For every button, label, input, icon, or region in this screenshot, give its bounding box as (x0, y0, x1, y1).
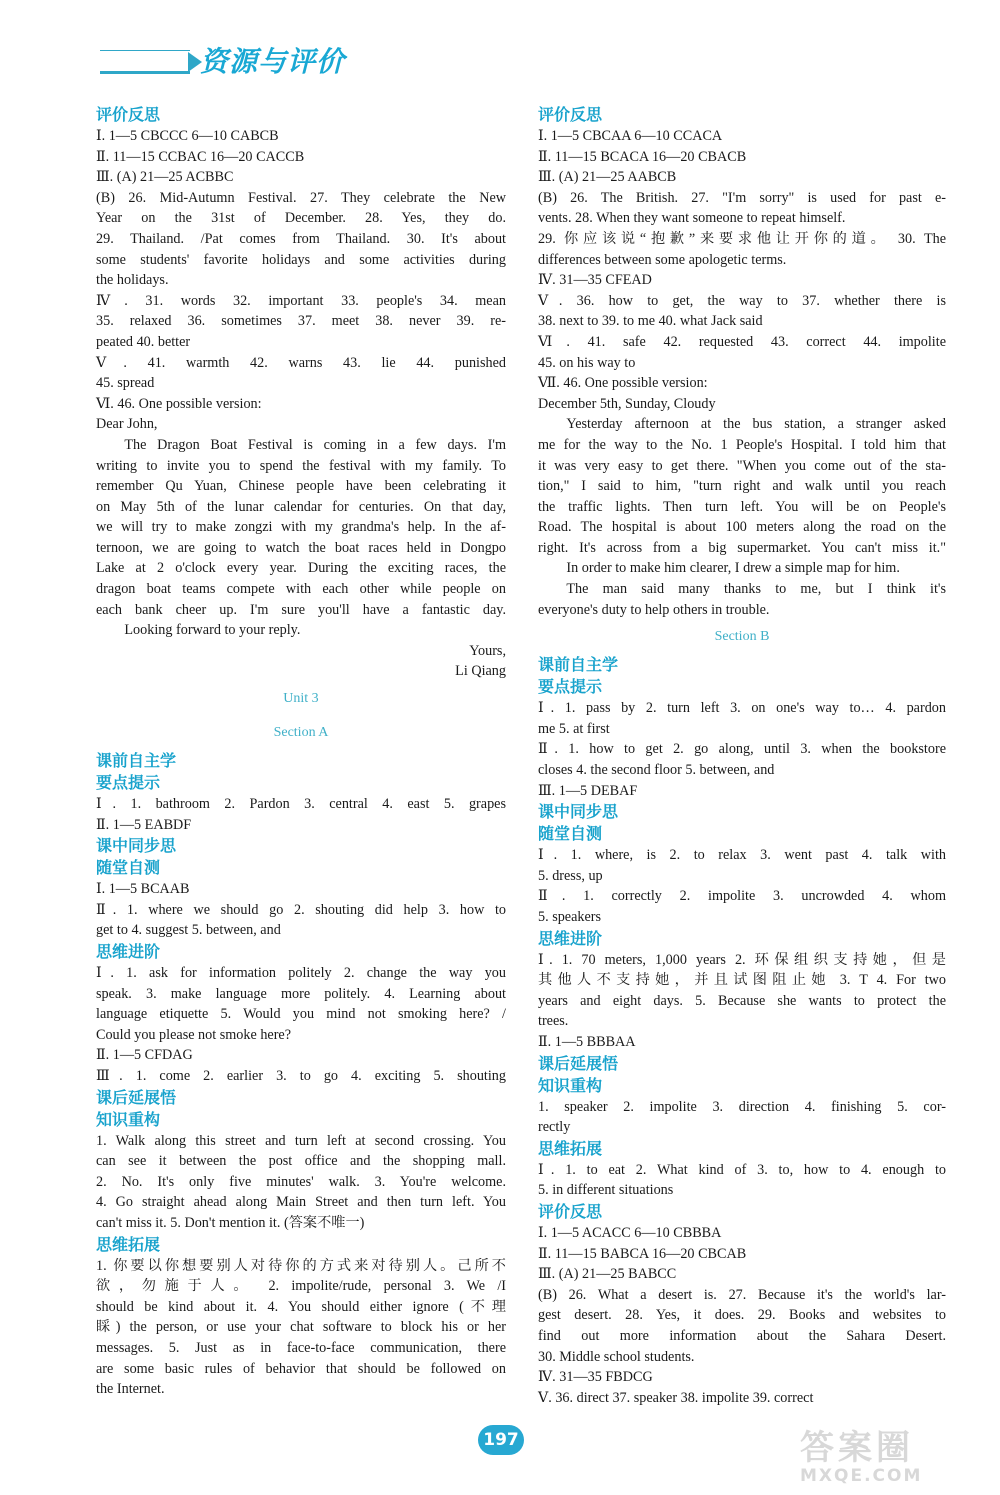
answer-line: Ⅰ. 1. ask for information politely 2. change the way you (96, 965, 506, 981)
answer-line: rectly (538, 1119, 571, 1136)
section-heading: 思维拓展 (96, 1234, 161, 1254)
answer-line: trees. (538, 1013, 569, 1030)
answer-line: 30. Middle school students. (538, 1348, 695, 1365)
answer-line: each bank cheer up. I'm sure you'll have a fantastic day. (96, 601, 506, 618)
answer-line: 欲，勿施于人。 2. impolite/rude, personal 3. We /I (96, 1278, 506, 1295)
section-heading: 评价反思 (538, 1201, 603, 1221)
answer-line: 45. spread (96, 375, 155, 392)
section-heading: 课中同步思 (96, 836, 177, 856)
answer-line: Ⅲ. 1. come 2. earlier 3. to go 4. exciting 5. shouting (96, 1067, 506, 1084)
watermark-logo (800, 1430, 990, 1490)
page-header (100, 38, 360, 78)
answer-line: Ⅵ. 41. safe 42. requested 43. correct 44. impolite (538, 333, 946, 350)
answer-line: speak. 3. make language more politely. 4. Learning about (96, 985, 506, 1002)
paragraph-line: Yesterday afternoon at the bus station, a stranger asked (566, 416, 946, 433)
answer-line: messages. 5. Just as in face-to-face communication, there (96, 1339, 506, 1356)
answer-line: vents. 28. When they want someone to repeat himself. (538, 210, 846, 227)
section-heading: 思维拓展 (538, 1138, 603, 1158)
answer-line: Ⅰ. 1. to eat 2. What kind of 3. to, how to 4. enough to (538, 1161, 946, 1178)
section-heading: 课前自主学 (96, 751, 177, 771)
answer-line: remember Qu Yuan, Chinese people have been celebrating it (96, 478, 506, 495)
answer-line: get to 4. suggest 5. between, and (96, 922, 281, 939)
answer-line: Ⅰ. 1. pass by 2. turn left 3. on one's way to… 4. pardon (538, 700, 946, 717)
answer-line: Ⅲ. 1—5 DEBAF (538, 782, 638, 799)
answer-line: Ⅴ. 36. how to get, the way to 37. whether there is (538, 292, 946, 309)
answer-line: the holidays. (96, 272, 169, 289)
answer-line: Ⅲ. (A) 21—25 ACBBC (96, 169, 234, 186)
answer-line: 5. in different situations (538, 1182, 674, 1199)
answer-line: Ⅶ. 46. One possible version: (538, 375, 708, 392)
answer-line: Ⅱ. 1—5 CFDAG (96, 1047, 193, 1064)
section-heading: 课后延展悟 (96, 1087, 177, 1107)
answer-line: Dear John, (96, 416, 158, 433)
section-heading: 要点提示 (96, 773, 161, 793)
answer-line: Could you please not smoke here? (96, 1026, 292, 1043)
signature-line: Li Qiang (455, 663, 506, 680)
unit-section-title: Section B (714, 629, 770, 645)
left-column (96, 104, 506, 1400)
answer-line: Ⅰ. 1—5 BCAAB (96, 881, 190, 898)
answer-line: me 5. at first (538, 720, 610, 737)
answer-line: Ⅰ. 1. 70 meters, 1,000 years 2. 环保组织支持她，但是 (538, 951, 946, 968)
answer-line: years and eight days. 5. Because she wants to protect the (538, 992, 946, 1009)
answer-line: 29. 你应该说“抱歉”来要求他让开你的道。 30. The (538, 230, 946, 247)
answer-line: find out more information about the Sahara Desert. (538, 1327, 946, 1344)
watermark-url: MXQE.COM (800, 1466, 923, 1486)
section-heading: 思维进阶 (96, 942, 161, 961)
answer-line: Ⅰ. 1. where, is 2. to relax 3. went past 4. talk with (538, 847, 946, 864)
answer-line: Ⅰ. 1. bathroom 2. Pardon 3. central 4. east 5. grapes (96, 796, 506, 813)
answer-line: Ⅳ. 31—35 CFEAD (538, 272, 652, 289)
unit-section-title: Section A (273, 725, 329, 741)
right-column (538, 104, 946, 1408)
answer-line: Ⅰ. 1—5 CBCCC 6—10 CABCB (96, 128, 279, 144)
section-heading: 评价反思 (538, 105, 603, 124)
answer-line: Ⅱ. 11—15 CCBAC 16—20 CACCB (96, 148, 305, 165)
paragraph-line: Looking forward to your reply. (124, 622, 301, 639)
answer-line: Ⅳ. 31—35 FBDCG (538, 1369, 653, 1386)
answer-line: Ⅱ. 1—5 BBBAA (538, 1033, 636, 1050)
answer-line: should be kind about it. 4. You should either ignore (不理 (96, 1298, 506, 1315)
paragraph-line: The man said many thanks to me, but I think it's (566, 581, 946, 598)
answer-line: Ⅲ. (A) 21—25 BABCC (538, 1266, 677, 1283)
answer-line: 2. No. It's only five minutes' walk. 3. You're welcome. (96, 1173, 506, 1190)
answer-line: Ⅰ. 1—5 ACACC 6—10 CBBBA (538, 1224, 722, 1241)
answer-line: dragon boat teams compete with each other while people on (96, 581, 506, 598)
answer-line: Ⅱ. 1. correctly 2. impolite 3. uncrowded 4. whom (538, 888, 946, 905)
answer-line: on May 5th of the lunar calendar for centuries. On that day, (96, 498, 506, 515)
answer-line: 睬) the person, or use your chat software to block his or her (96, 1319, 506, 1336)
watermark-text: 答案圈 (800, 1428, 914, 1468)
answer-line: 38. next to 39. to me 40. what Jack said (538, 313, 763, 330)
answer-line: language etiquette 5. Would you mind not smoking here? / (96, 1006, 506, 1023)
answer-line: Ⅵ. 46. One possible version: (96, 395, 262, 412)
answer-line: Ⅴ. 41. warmth 42. warns 43. lie 44. punished (96, 354, 506, 371)
answer-line: 5. speakers (538, 909, 602, 925)
answer-line: ternoon, we are going to watch the boat races held in Dongpo (96, 539, 506, 556)
answer-line: 45. on his way to (538, 354, 636, 371)
answer-line: the traffic lights. Then turn left. You will be on People's (538, 498, 946, 515)
answer-line: 29. Thailand. /Pat comes from Thailand. 30. It's about (96, 230, 506, 247)
answer-line: Road. The hospital is about 100 meters along the road on the (538, 519, 946, 536)
answer-line: Ⅲ. (A) 21—25 AABCB (538, 169, 677, 186)
answer-line: 1. speaker 2. impolite 3. direction 4. finishing 5. cor- (538, 1098, 946, 1115)
answer-line: closes 4. the second floor 5. between, and (538, 762, 775, 779)
answer-line: Ⅰ. 1—5 CBCAA 6—10 CCACA (538, 128, 723, 144)
answer-line: (B) 26. What a desert is. 27. Because it's the world's lar- (538, 1286, 946, 1303)
answer-line: writing to invite you to spend the festival with my family. To (96, 457, 506, 474)
section-heading: 随堂自测 (96, 858, 161, 878)
answer-line: it was very easy to get there. "When you come out of the sta- (538, 457, 946, 474)
answer-line: are some basic rules of behavior that should be followed on (96, 1360, 506, 1377)
answer-line: (B) 26. The British. 27. "I'm sorry" is used for past e- (538, 189, 946, 206)
section-heading: 课前自主学 (538, 655, 619, 675)
section-heading: 课后延展悟 (538, 1053, 619, 1073)
answer-line: Lake at 2 o'clock every year. During the exciting races, the (96, 560, 506, 577)
header-decoration-bar (100, 50, 190, 74)
header-title: 资源与评价 (200, 45, 346, 78)
answer-line: can see it between the post office and the shopping mall. (96, 1153, 506, 1170)
answer-line: some students' favorite holidays and some activities during (96, 251, 506, 268)
answer-line: tion," I said to him, "turn right and walk until you reach (538, 478, 946, 495)
answer-line: Ⅱ. 1. how to get 2. go along, until 3. when the bookstore (538, 741, 946, 758)
section-heading: 课中同步思 (538, 802, 619, 822)
section-heading: 思维进阶 (538, 928, 603, 948)
answer-line: differences between some apologetic terms. (538, 251, 787, 268)
answer-line: December 5th, Sunday, Cloudy (538, 395, 716, 412)
answer-line: Year on the 31st of December. 28. Yes, they do. (96, 210, 506, 227)
answer-line: 1. Walk along this street and turn left at second crossing. You (96, 1132, 506, 1149)
unit-section-title: Unit 3 (283, 691, 319, 707)
answer-line: right. It's across from a big supermarket. You can't miss it." (538, 539, 946, 556)
answer-line: Ⅳ. 31. words 32. important 33. people's 34. mean (96, 292, 506, 309)
answer-line: me for the way to the No. 1 People's Hospital. I told him that (538, 436, 946, 453)
answer-line: can't miss it. 5. Don't mention it. (答案不唯一) (96, 1214, 365, 1231)
answer-line: gest desert. 28. Yes, it does. 29. Books and websites to (538, 1307, 946, 1324)
paragraph-line: In order to make him clearer, I drew a simple map for him. (566, 560, 900, 577)
section-heading: 评价反思 (96, 105, 161, 124)
answer-line: (B) 26. Mid-Autumn Festival. 27. They celebrate the New (96, 189, 506, 206)
answer-line: Ⅱ. 11—15 BCACA 16—20 CBACB (538, 148, 747, 165)
answer-line: 35. relaxed 36. sometimes 37. meet 38. never 39. re- (96, 313, 506, 330)
answer-line: 1. 你要以你想要别人对待你的方式来对待别人。己所不 (96, 1257, 506, 1274)
answer-line: Ⅱ. 1—5 EABDF (96, 816, 192, 833)
answer-line: everyone's duty to help others in trouble. (538, 601, 770, 618)
answer-line: 其他人不支持她，并且试图阻止她 3. T 4. For two (538, 972, 946, 989)
page-number: 197 (478, 1425, 524, 1455)
signature-line: Yours, (469, 642, 506, 659)
answer-line: 4. Go straight ahead along Main Street and then turn left. You (96, 1194, 506, 1211)
section-heading: 知识重构 (96, 1109, 161, 1129)
answer-line: Ⅱ. 11—15 BABCA 16—20 CBCAB (538, 1245, 747, 1262)
answer-line: the Internet. (96, 1381, 165, 1398)
section-heading: 知识重构 (538, 1075, 603, 1095)
answer-line: Ⅱ. 1. where we should go 2. shouting did help 3. how to (96, 901, 506, 918)
answer-line: Ⅴ. 36. direct 37. speaker 38. impolite 39. correct (538, 1389, 814, 1406)
paragraph-line: The Dragon Boat Festival is coming in a few days. I'm (124, 436, 506, 453)
section-heading: 要点提示 (538, 677, 603, 697)
section-heading: 随堂自测 (538, 824, 603, 844)
answer-line: we will try to make zongzi with my grandma's help. In the af- (96, 519, 506, 536)
answer-line: 5. dress, up (538, 867, 603, 884)
answer-line: peated 40. better (96, 333, 191, 350)
